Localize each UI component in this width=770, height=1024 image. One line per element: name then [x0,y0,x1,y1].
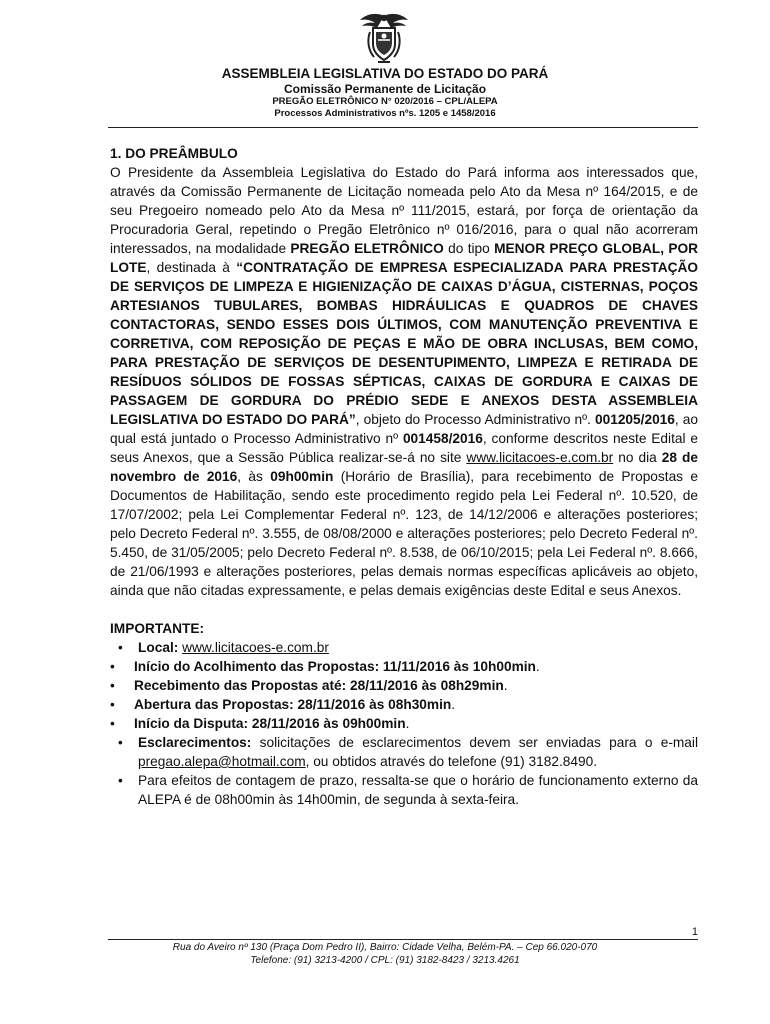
dispute-start: Início da Disputa: 28/11/2016 às 09h00min [134,716,406,731]
preamble-paragraph [110,163,698,600]
footer-address: Rua do Aveiro nº 130 (Praça Dom Pedro II), Bairro: Cidade Velha, Belém-PA. – Cep 66.020-070 [172,942,598,953]
bullet-icon: • [118,773,123,788]
important-list [110,638,698,809]
clarification-text: solicitações de esclarecimentos devem ser enviadas para o e-mail [251,735,698,750]
opening-label: Abertura das Propostas [134,697,290,712]
footer-phones: Telefone: (91) 3213-4200 / CPL: (91) 3182-8423 / 3213.4261 [250,955,520,966]
preamble-text: no dia [613,450,662,465]
page-number: 1 [691,926,698,938]
preamble-text: O Presidente da Assembleia Legislativa do Estado do Pará informa aos interessados que, através da Comissão Permanente de Licitação nomeada pelo Ato da Mesa nº 164/2015, e de seu Pregoeiro nomeado pelo Ato da Mesa nº 111/2015, estará, por força de orientação da Procuradoria Geral, repetindo o Pregão Eletrônico nº 016/2016, para o qual não acorreram interessados, na modalidade [110,165,698,256]
header-divider [108,127,698,128]
proposal-start: Início do Acolhimento das Propostas: 11/11/2016 às 10h00min [134,659,536,674]
list-item: • Início do Acolhimento das Propostas: 11/11/2016 às 10h00min. [110,659,540,674]
opening-date: : 28/11/2016 às 08h30min [289,697,452,712]
bullet-icon: • [118,640,123,655]
contract-object: “CONTRATAÇÃO DE EMPRESA ESPECIALIZADA PARA PRESTAÇÃO DE SERVIÇOS DE LIMPEZA E HIGIENIZAÇÃO DE CAIXAS D’ÁGUA, CISTERNAS, POÇOS ARTESIANOS TUBULARES, BOMBAS HIDRÁULICAS E QUADROS DE CHAVES CONTACTORAS, SENDO ESSES DOIS ÚLTIMOS, COM MANUTENÇÃO PREVENTIVA E CORRETIVA, COM REPOSIÇÃO DE PEÇAS E MÃO DE OBRA INCLUSAS, BEM COMO, PARA PRESTAÇÃO DE SERVIÇOS DE DESENTUPIMENTO, LIMPEZA E RETIRADA DE RESÍDUOS SÓLIDOS DE FOSSAS SÉPTICAS, CAIXAS DE GORDURA E CAIXAS DE PASSAGEM DE GORDURA DO PRÉDIO SEDE E ANEXOS DESTA ASSEMBLEIA LEGISLATIVA DO ESTADO DO PARÁ” [110,260,699,427]
preamble-bold: MENOR PREÇO GLOBAL, POR LOTE [110,241,699,275]
session-date: 28 de novembro de 2016 [110,450,698,484]
preamble-bold: PREGÃO ELETRÔNICO [290,241,444,256]
important-title: IMPORTANTE: [110,621,205,636]
document-header [0,66,770,120]
process-numbers: Processos Administrativos nºs. 1205 e 1458/2016 [274,108,496,119]
process-number: 001458/2016 [402,431,483,446]
clarification-phone: , ou obtidos através do telefone (91) 3182.8490. [305,754,598,769]
opening-hours-note: Para efeitos de contagem de prazo, ressalta-se que o horário de funcionamento externo da ALEPA é de 08h00min às 14h00min, de segunda à sexta-feira. [138,773,698,807]
pregao-number: PREGÃO ELETRÔNICO N° 020/2016 – CPL/ALEPA [272,96,498,107]
footer-divider [108,939,698,940]
list-item [110,638,698,657]
list-item: • Abertura das Propostas: 28/11/2016 às 08h30min. [110,697,456,712]
assembly-title: ASSEMBLEIA LEGISLATIVA DO ESTADO DO PARÁ [221,66,549,81]
bullet-icon: • [110,716,115,731]
preamble-text: , conforme descritos neste Edital e seus Anexos, que a Sessão Pública realizar-se-á no site [110,431,698,465]
bullet-icon: • [110,659,115,674]
preamble-text: , ao qual está juntado o Processo Administrativo nº [110,412,698,446]
clarification-label: Esclarecimentos: [138,735,252,750]
document-footer [0,941,770,967]
preamble-text: (Horário de Brasília), para recebimento de Propostas e Documentos de Habilitação, sendo este procedimento regido pela Lei Federal nº. 10.520, de 17/07/2002; pela Lei Complementar Federal nº. 123, de 14/12/2006 e alterações posteriores; pelo Decreto Federal nº. 3.555, de 08/08/2000 e alterações posteriores; pelo Decreto Federal nº. 5.450, de 31/05/2005; pelo Decreto Federal nº. 8.538, de 06/10/2015; pela Lei Federal nº. 8.666, de 21/06/1993 e alterações posteriores, pelas demais normas específicas aplicáveis ao objeto, ainda que não citadas expressamente, e pelas demais exigências deste Edital e seus Anexos. [110,469,698,598]
session-time: 09h00min [270,469,334,484]
local-link[interactable]: www.licitacoes-e.com.br [182,640,329,655]
bullet-icon: • [110,678,115,693]
coat-of-arms-emblem [356,10,412,66]
local-label: Local: [138,640,179,655]
process-number: 001205/2016 [594,412,675,427]
proposal-deadline: Recebimento das Propostas até: 28/11/2016 às 08h29min [134,678,504,693]
list-item [110,733,698,771]
bullet-icon: • [110,697,115,712]
email-link[interactable]: pregao.alepa@hotmail.com [138,754,306,769]
preamble-text: , objeto do Processo Administrativo nº. [355,412,595,427]
licitacoes-link[interactable]: www.licitacoes-e.com.br [466,450,614,465]
list-item: • Recebimento das Propostas até: 28/11/2016 às 08h29min. [110,678,508,693]
list-item [110,771,698,809]
commission-name: Comissão Permanente de Licitação [283,82,487,96]
document-body [110,144,698,809]
preamble-text: , destinada à [146,260,237,275]
important-section [110,619,698,809]
preamble-text: do tipo [443,241,495,256]
bullet-icon: • [118,735,123,750]
section-title: 1. DO PREÂMBULO [110,146,238,161]
preamble-text: , às [237,469,271,484]
list-item: • Início da Disputa: 28/11/2016 às 09h00min. [110,716,410,731]
